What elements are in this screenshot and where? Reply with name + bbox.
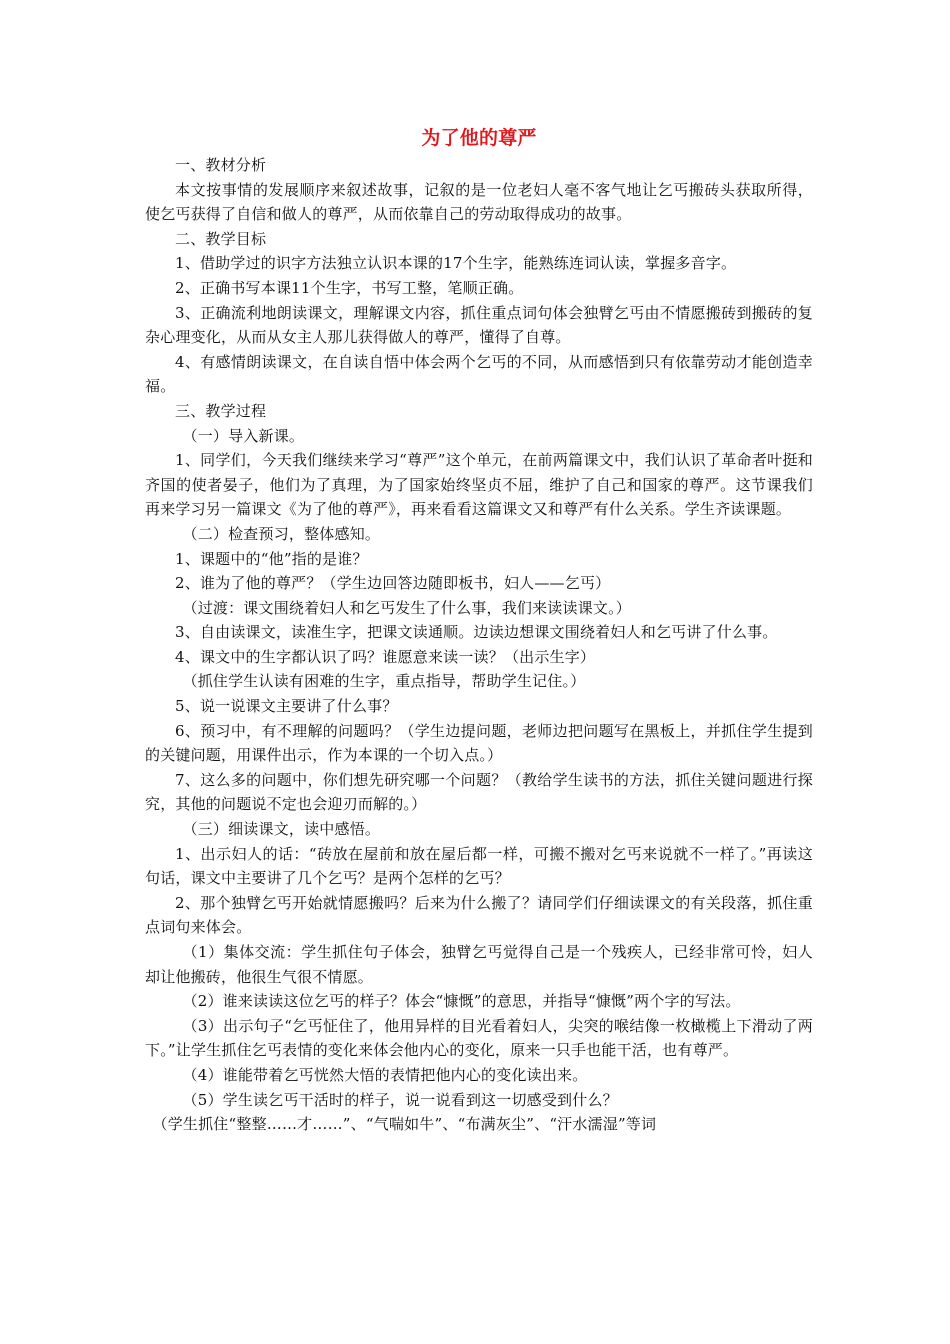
paragraph: （1）集体交流：学生抓住句子体会，独臂乞丐觉得自己是一个残疾人，已经非常可怜，妇人却让他搬砖，他很生气很不情愿。: [145, 943, 813, 986]
paragraph: 一、教材分析: [175, 156, 267, 174]
document-body: [145, 153, 813, 1137]
paragraph: 3、自由读课文，读准生字，把课文读通顺。边读边想课文围绕着妇人和乞丐讲了什么事。: [175, 623, 778, 642]
paragraph: 三、教学过程: [175, 401, 267, 420]
paragraph: 2、正确书写本课11个生字，书写工整，笔顺正确。: [175, 278, 524, 297]
paragraph: 二、教学目标: [175, 229, 267, 248]
paragraph: 2、谁为了他的尊严？（学生边回答边随即板书，妇人——乞丐）: [175, 574, 611, 593]
paragraph: （抓住学生认读有困难的生字，重点指导，帮助学生记住。）: [182, 672, 586, 691]
paragraph: （5）学生读乞丐干活时的样子，说一说看到这一切感受到什么？: [182, 1090, 618, 1109]
paragraph: （2）谁来读读这位乞丐的样子？体会“慷慨”的意思，并指导“慷慨”两个字的写法。: [182, 992, 741, 1011]
paragraph: 1、借助学过的识字方法独立认识本课的17个生字，能熟练连词认读，掌握多音字。: [175, 254, 737, 273]
paragraph: 本文按事情的发展顺序来叙述故事，记叙的是一位老妇人毫不客气地让乞丐搬砖头获取所得，使乞丐获得了自信和做人的尊严，从而依靠自己的劳动取得成功的故事。: [145, 180, 813, 224]
document-title: 为了他的尊严: [421, 127, 537, 149]
paragraph: （学生抓住“整整……才……”、“气喘如牛”、“布满灰尘”、“汗水濡湿”等词: [152, 1115, 657, 1134]
paragraph: 1、出示妇人的话：“砖放在屋前和放在屋后都一样，可搬不搬对乞丐来说就不一样了。”再读这句话，课文中主要讲了几个乞丐？是两个怎样的乞丐？: [145, 844, 813, 888]
paragraph: （一）导入新课。: [182, 426, 305, 445]
paragraph: 7、这么多的问题中，你们想先研究哪一个问题？（教给学生读书的方法，抓住关键问题进行探究，其他的问题说不定也会迎刃而解的。）: [145, 770, 813, 814]
paragraph: 1、同学们，今天我们继续来学习“尊严”这个单元，在前两篇课文中，我们认识了革命者叶挺和齐国的使者晏子，他们为了真理，为了国家始终坚贞不屈，维护了自己和国家的尊严。这节课我们再来学习另一篇课文《为了他的尊严》，再来看看这篇课文又和尊严有什么关系。学生齐读课题。: [145, 451, 813, 519]
paragraph: （二）检查预习，整体感知。: [182, 524, 381, 543]
paragraph: 5、说一说课文主要讲了什么事？: [175, 697, 398, 716]
document-page: [145, 126, 813, 1137]
paragraph: 6、预习中，有不理解的问题吗？（学生边提问题，老师边把问题写在黑板上，并抓住学生提到的关键问题，用课件出示，作为本课的一个切入点。）: [145, 721, 813, 765]
paragraph: 2、那个独臂乞丐开始就情愿搬吗？后来为什么搬了？请同学们仔细读课文的有关段落，抓住重点词句来体会。: [145, 893, 813, 937]
paragraph: （过渡：课文围绕着妇人和乞丐发生了什么事，我们来读读课文。）: [182, 598, 632, 617]
paragraph: 3、正确流利地朗读课文，理解课文内容，抓住重点词句体会独臂乞丐由不情愿搬砖到搬砖的复杂心理变化，从而从女主人那儿获得做人的尊严，懂得了自尊。: [145, 303, 813, 347]
paragraph: （3）出示句子“乞丐怔住了，他用异样的目光看着妇人，尖突的喉结像一枚橄榄上下滑动了两下。”让学生抓住乞丐表情的变化来体会他内心的变化，原来一只手也能干活，也有尊严。: [145, 1016, 813, 1060]
paragraph: 4、有感情朗读课文，在自读自悟中体会两个乞丐的不同，从而感悟到只有依靠劳动才能创造幸福。: [145, 352, 813, 396]
paragraph: 4、课文中的生字都认识了吗？谁愿意来读一读？（出示生字）: [175, 647, 596, 666]
paragraph: 1、课题中的“他”指的是谁？: [175, 549, 368, 568]
paragraph: （4）谁能带着乞丐恍然大悟的表情把他内心的变化读出来。: [182, 1065, 588, 1084]
paragraph: （三）细读课文，读中感悟。: [182, 820, 381, 839]
